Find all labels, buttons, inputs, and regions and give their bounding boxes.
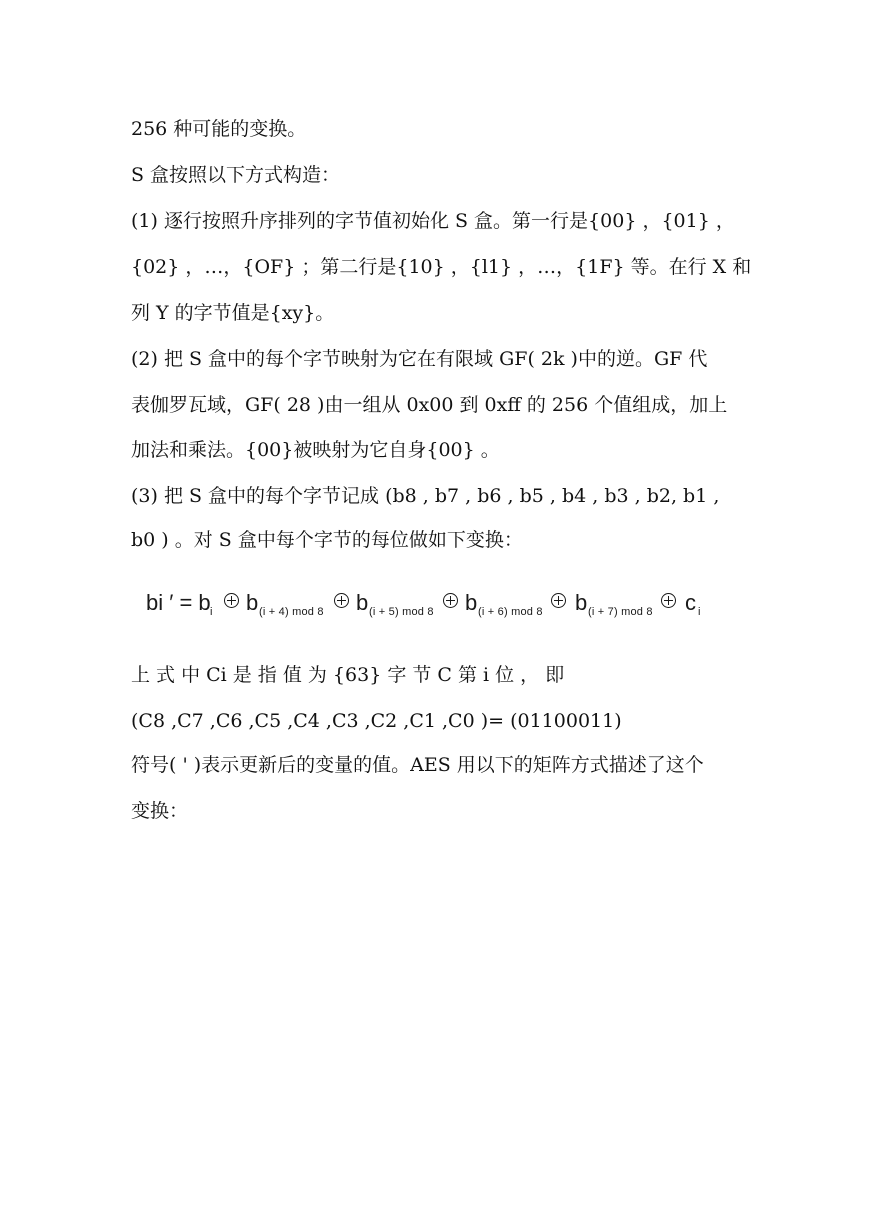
- xor-icon: [443, 593, 458, 608]
- paragraph-line: S 盒按照以下方式构造：: [131, 164, 341, 186]
- xor-icon: [661, 593, 676, 608]
- formula-term: b: [465, 590, 478, 615]
- formula-lhs: bi ′ = b: [146, 590, 211, 615]
- paragraph-line: b0 ) 。对 S 盒中每个字节的每位做如下变换：: [131, 529, 523, 551]
- paragraph-line: 列 Y 的字节值是{xy}。: [131, 302, 335, 324]
- formula-term: b: [246, 590, 259, 615]
- formula-sub: (i + 6) mod 8: [478, 606, 543, 618]
- paragraph-line: (2) 把 S 盒中的每个字节映射为它在有限域 GF( 2k )中的逆。GF 代: [131, 348, 708, 370]
- paragraph-line: 上 式 中 Ci 是 指 值 为 {63} 字 节 C 第 i 位 ， 即: [131, 664, 565, 686]
- formula-sub: (i + 4) mod 8: [259, 606, 324, 618]
- xor-icon: [551, 593, 566, 608]
- sbox-affine-formula: [146, 588, 726, 628]
- paragraph-line: {02} ，…，{OF} ；第二行是{10} ，{l1} ，…，{1F} 等。在行 X 和: [131, 256, 752, 278]
- formula-sub: i: [210, 606, 213, 618]
- paragraph-line: 加法和乘法。{00}被映射为它自身{00} 。: [131, 439, 500, 461]
- xor-icon: [334, 593, 349, 608]
- paragraph-line: 变换：: [131, 800, 189, 822]
- paragraph-line: 256 种可能的变换。: [131, 118, 307, 140]
- formula-sub: (i + 7) mod 8: [588, 606, 653, 618]
- paragraph-line: 表伽罗瓦域，GF( 28 )由一组从 0x00 到 0xff 的 256 个值组成，加上: [131, 394, 728, 416]
- paragraph-line: 符号( ' )表示更新后的变量的值。AES 用以下的矩阵方式描述了这个: [131, 754, 704, 776]
- paragraph-line: (3) 把 S 盒中的每个字节记成 (b8 , b7 , b6 , b5 , b4 , b3 , b2, b1 ,: [131, 485, 720, 507]
- xor-icon: [224, 593, 239, 608]
- formula-term: c: [685, 590, 696, 615]
- paragraph-line: (C8 ,C7 ,C6 ,C5 ,C4 ,C3 ,C2 ,C1 ,C0 )= (01100011): [131, 710, 622, 732]
- formula-sub: i: [698, 606, 701, 618]
- formula-sub: (i + 5) mod 8: [369, 606, 434, 618]
- formula-term: b: [575, 590, 588, 615]
- formula-term: b: [356, 590, 369, 615]
- paragraph-line: (1) 逐行按照升序排列的字节值初始化 S 盒。第一行是{00} ，{01} ，: [131, 210, 735, 232]
